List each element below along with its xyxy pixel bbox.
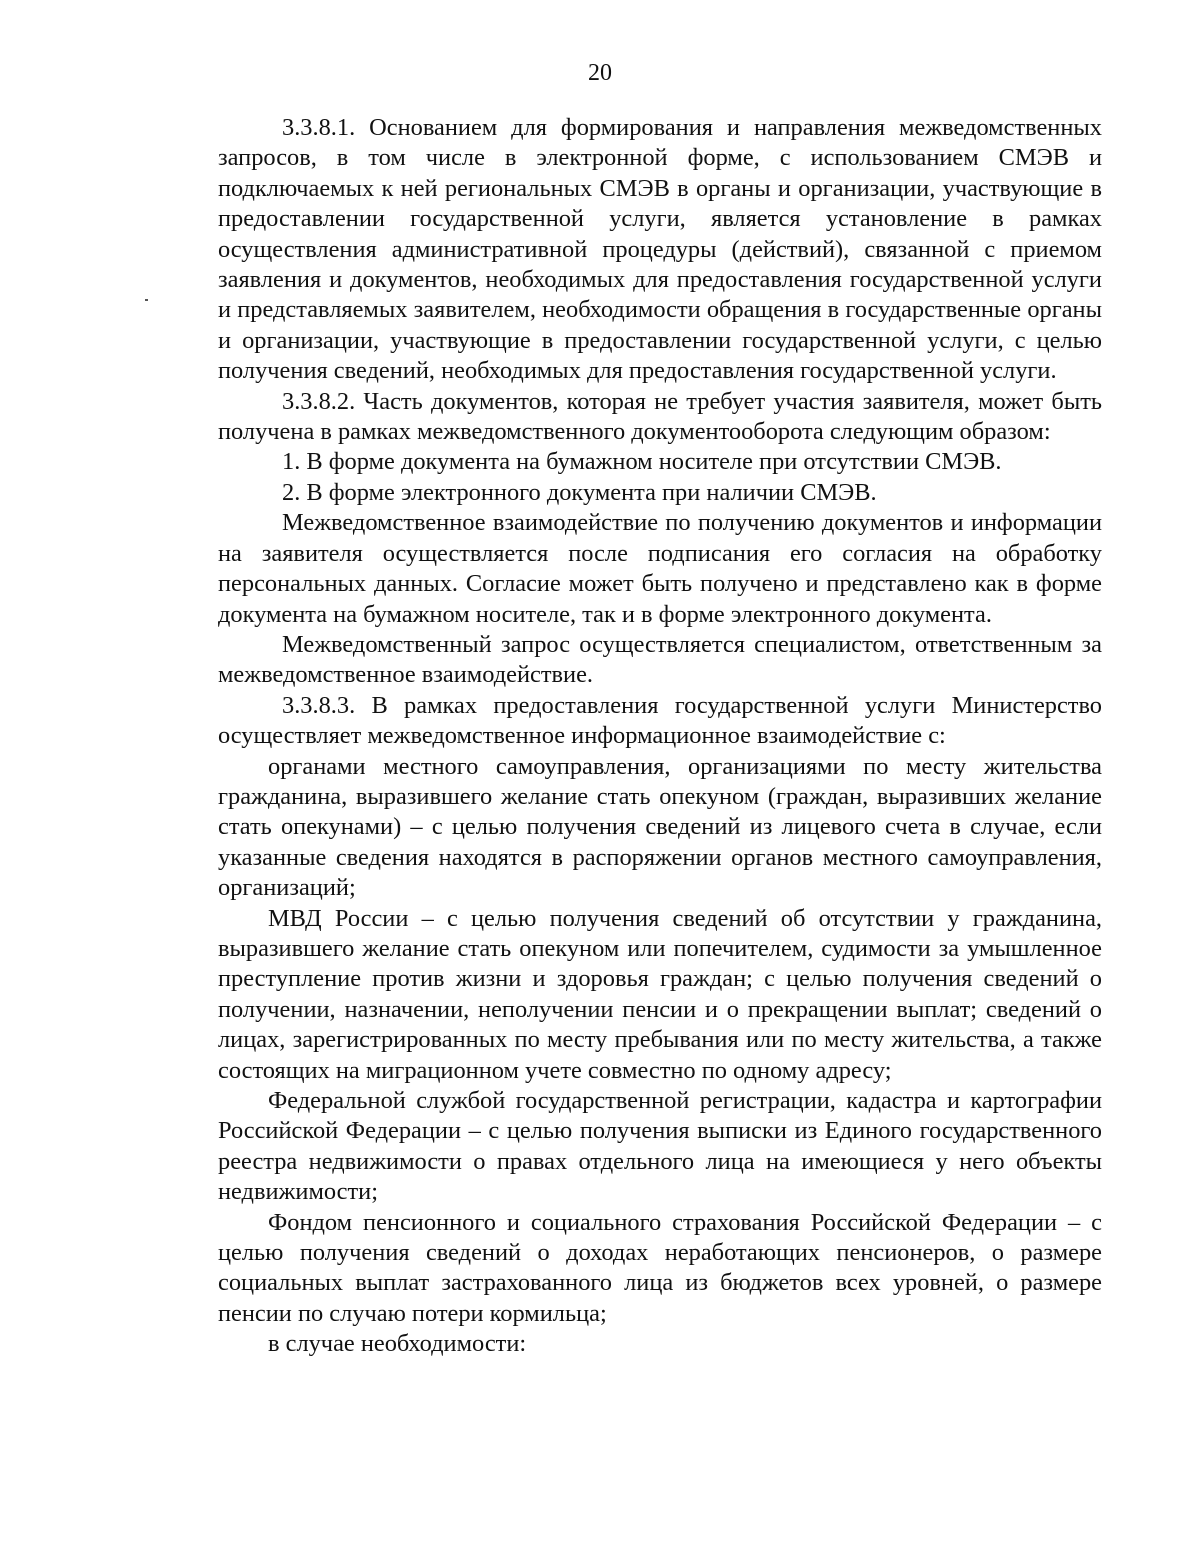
- paragraph-rosreestr: Федеральной службой государственной регистрации, кадастра и картографии Российской Федерации – с целью получения выписки из Единого государственного реестра недвижимости о правах отдельного лица на имеющиеся у него объекты недвижимости;: [218, 1087, 1102, 1206]
- paragraph-local-government: органами местного самоуправления, организациями по месту жительства гражданина, выразившего желание стать опекуном (граждан, выразивших желание стать опекунами) – с целью получения сведений из лицевого счета в случае, если указанные сведения находятся в распоряжении органов местного самоуправления, организаций;: [218, 752, 1102, 902]
- paragraph-3-3-8-2: 3.3.8.2. Часть документов, которая не требует участия заявителя, может быть получена в рамках межведомственного документооборота следующим образом:: [218, 387, 1102, 446]
- list-item-1: 1. В форме документа на бумажном носителе при отсутствии СМЭВ.: [282, 448, 1002, 476]
- list-item-2: 2. В форме электронного документа при наличии СМЭВ.: [282, 478, 877, 506]
- scan-speck: [145, 299, 148, 301]
- page-number: 20: [588, 60, 612, 86]
- paragraph-pension-fund: Фондом пенсионного и социального страхования Российской Федерации – с целью получения сведений о доходах неработающих пенсионеров, о размере социальных выплат застрахованного лица из бюджетов всех уровней, о размере пенсии по случаю потери кормильца;: [218, 1208, 1102, 1327]
- paragraph-3-3-8-1: 3.3.8.1. Основанием для формирования и направления межведомственных запросов, в том числе в электронной форме, с использованием СМЭВ и подключаемых к ней региональных СМЭВ в органы и организации, участвующие в предоставлении государственной услуги, является установление в рамках осуществления административной процедуры (действий), связанной с приемом заявления и документов, необходимых для предоставления государственной услуги и представляемых заявителем, необходимости обращения в государственные органы и организации, участвующие в предоставлении государственной услуги, с целью получения сведений, необходимых для предоставления государственной услуги.: [218, 114, 1102, 385]
- document-body: [218, 113, 1102, 1360]
- paragraph-interagency-request: Межведомственный запрос осуществляется специалистом, ответственным за межведомственное взаимодействие.: [218, 630, 1102, 689]
- paragraph-3-3-8-3: 3.3.8.3. В рамках предоставления государственной услуги Министерство осуществляет межведомственное информационное взаимодействие с:: [218, 691, 1102, 750]
- paragraph-if-necessary: в случае необходимости:: [268, 1330, 527, 1358]
- paragraph-interagency-interaction: Межведомственное взаимодействие по получению документов и информации на заявителя осуществляется после подписания его согласия на обработку персональных данных. Согласие может быть получено и представлено как в форме документа на бумажном носителе, так и в форме электронного документа.: [218, 509, 1102, 628]
- paragraph-mvd: МВД России – с целью получения сведений об отсутствии у гражданина, выразившего желание стать опекуном или попечителем, судимости за умышленное преступление против жизни и здоровья граждан; с целью получения сведений о получении, назначении, неполучении пенсии и о прекращении выплат; сведений о лицах, зарегистрированных по месту пребывания или по месту жительства, а также состоящих на миграционном учете совместно по одному адресу;: [218, 904, 1102, 1084]
